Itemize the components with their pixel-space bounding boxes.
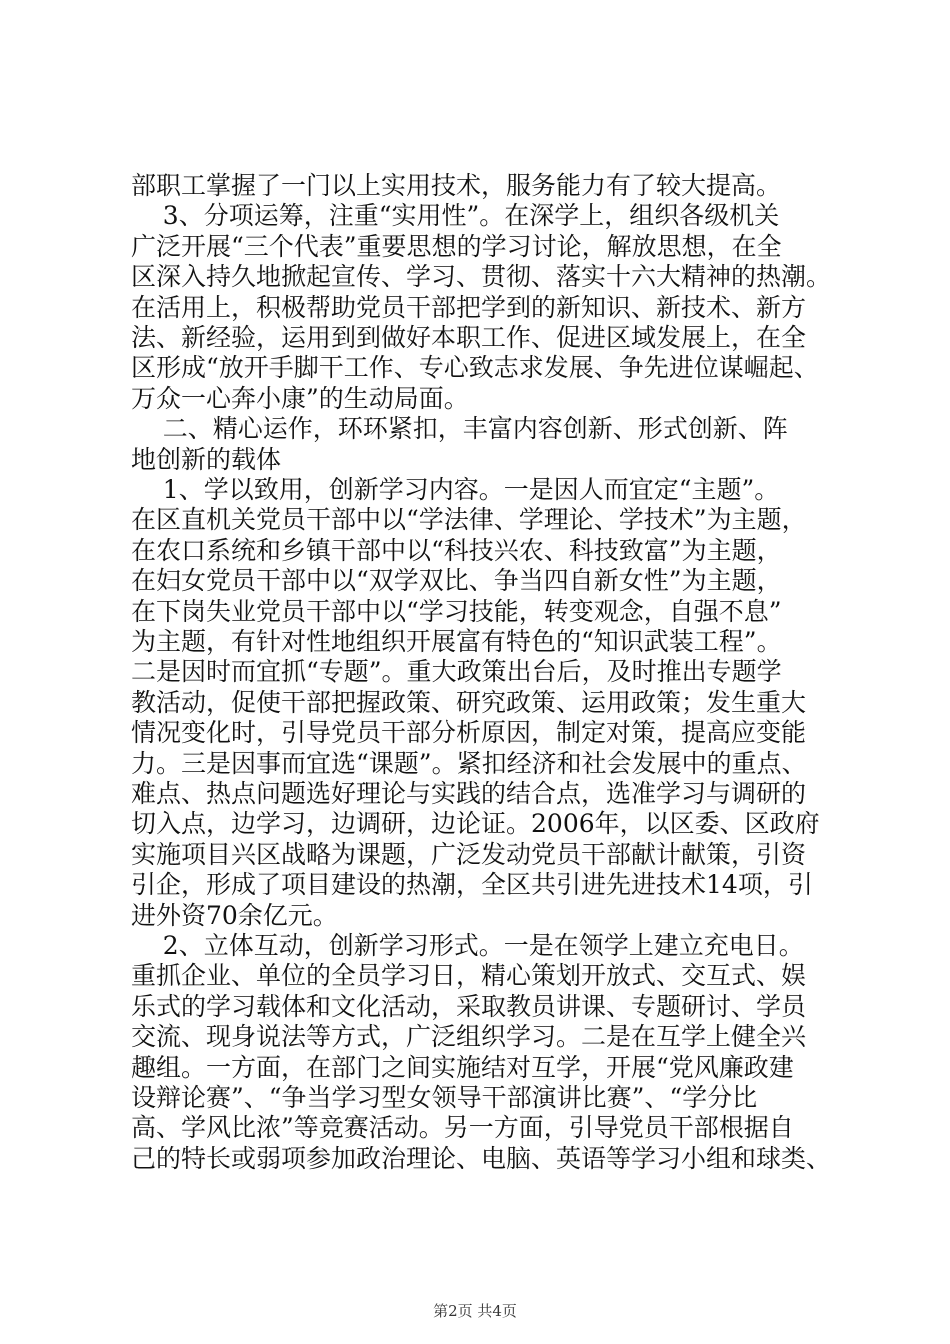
paragraph-line: 法、新经验，运用到到做好本职工作、促进区域发展上，在全 (131, 323, 807, 352)
paragraph-line: 力。三是因事而宜选“课题”。紧扣经济和社会发展中的重点、 (131, 748, 807, 778)
paragraph-line: 实施项目兴区战略为课题，广泛发动党员干部献计献策，引资 (131, 839, 807, 869)
paragraph-line: 在区直机关党员干部中以“学法律、学理论、学技术”为主题， (131, 505, 807, 535)
paragraph-line: 3、分项运筹，注重“实用性”。在深学上，组织各级机关 (131, 201, 780, 231)
paragraph-line: 高、学风比浓”等竞赛活动。另一方面，引导党员干部根据自 (131, 1113, 794, 1143)
paragraph-line: 在下岗失业党员干部中以“学习技能，转变观念，自强不息” (131, 596, 782, 626)
paragraph-line: 1、学以致用，创新学习内容。一是因人而宜定“主题”。 (131, 475, 780, 504)
paragraph-line: 万众一心奔小康”的生动局面。 (131, 383, 469, 413)
paragraph-line: 二是因时而宜抓“专题”。重大政策出台后，及时推出专题学 (131, 657, 782, 687)
paragraph-line: 二、精心运作，环环紧扣，丰富内容创新、形式创新、阵 (131, 414, 788, 444)
paragraph-line: 在活用上，积极帮助党员干部把学到的新知识、新技术、新方 (131, 292, 807, 322)
paragraph-line: 教活动，促使干部把握政策、研究政策、运用政策；发生重大 (131, 687, 807, 717)
paragraph-line: 在妇女党员干部中以“双学双比、争当四自新女性”为主题， (131, 566, 782, 596)
paragraph-line: 地创新的载体 (131, 444, 282, 474)
paragraph-line: 乐式的学习载体和文化活动，采取教员讲课、专题研讨、学员 (131, 991, 807, 1021)
paragraph-line: 在农口系统和乡镇干部中以“科技兴农、科技致富”为主题， (131, 535, 782, 565)
paragraph-line: 交流、现身说法等方式，广泛组织学习。二是在互学上健全兴 (131, 1022, 807, 1052)
paragraph-line: 设辩论赛”、“争当学习型女领导干部演讲比赛”、“学分比 (131, 1083, 758, 1112)
paragraph-line: 广泛开展“三个代表”重要思想的学习讨论，解放思想，在全 (131, 231, 782, 261)
paragraph-line: 2、立体互动，创新学习形式。一是在领学上建立充电日。 (131, 931, 804, 960)
paragraph-line: 趣组。一方面，在部门之间实施结对互学，开展“党风廉政建 (131, 1052, 794, 1082)
paragraph-line: 部职工掌握了一门以上实用技术，服务能力有了较大提高。 (131, 171, 782, 200)
paragraph-line: 重抓企业、单位的全员学习日，精心策划开放式、交互式、娱 (131, 961, 807, 991)
paragraph-line: 区形成“放开手脚干工作、专心致志求发展、争先进位谋崛起、 (131, 353, 819, 383)
paragraph-line: 难点、热点问题选好理论与实践的结合点，选准学习与调研的 (131, 779, 807, 808)
paragraph-line: 引企，形成了项目建设的热潮，全区共引进先进技术14项，引 (131, 870, 813, 900)
page-footer: 第2页 共4页 (433, 1302, 517, 1320)
paragraph-line: 为主题，有针对性地组织开展富有特色的“知识武装工程”。 (131, 627, 782, 656)
paragraph-line: 情况变化时，引导党员干部分析原因，制定对策，提高应变能 (131, 718, 807, 748)
paragraph-line: 区深入持久地掀起宣传、学习、贯彻、落实十六大精神的热潮。 (131, 262, 832, 292)
paragraph-line: 进外资70余亿元。 (131, 900, 338, 930)
paragraph-line: 己的特长或弱项参加政治理论、电脑、英语等学习小组和球类、 (131, 1143, 832, 1173)
paragraph-line: 切入点，边学习，边调研，边论证。2006年，以区委、区政府 (131, 809, 820, 839)
